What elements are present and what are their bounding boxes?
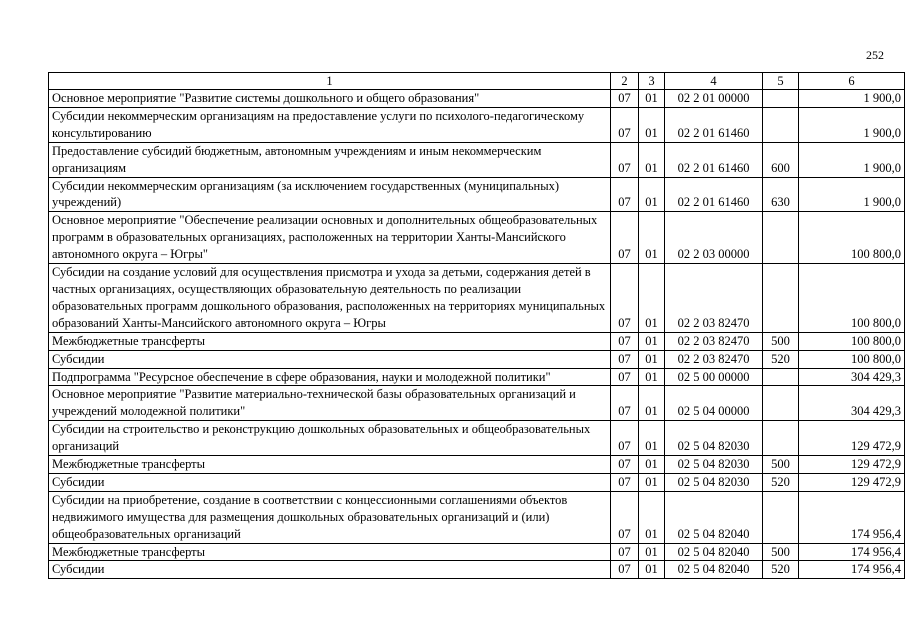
row-name: Межбюджетные трансферты [49,543,611,561]
row-subsection: 01 [639,473,665,491]
row-subsection: 01 [639,491,665,543]
row-name: Межбюджетные трансферты [49,456,611,474]
row-amount: 174 956,4 [799,561,905,579]
row-section: 07 [611,491,639,543]
row-expense-type: 500 [763,456,799,474]
row-subsection: 01 [639,332,665,350]
column-header-1: 1 [49,73,611,90]
row-target-code: 02 5 04 82030 [665,421,763,456]
row-name: Субсидии на приобретение, создание в соответствии с концессионными соглашениями объектов недвижимого имущества для размещения дошкольных образовательных организаций и (или) общеобразовательных организаций [49,491,611,543]
row-section: 07 [611,456,639,474]
row-expense-type: 500 [763,332,799,350]
column-header-6: 6 [799,73,905,90]
row-amount: 1 900,0 [799,107,905,142]
row-subsection: 01 [639,212,665,264]
row-amount: 100 800,0 [799,350,905,368]
row-name: Подпрограмма "Ресурсное обеспечение в сфере образования, науки и молодежной политики" [49,368,611,386]
row-name: Субсидии [49,561,611,579]
row-target-code: 02 2 03 82470 [665,350,763,368]
row-amount: 174 956,4 [799,543,905,561]
row-name: Предоставление субсидий бюджетным, автономным учреждениям и иным некоммерческим организациям [49,142,611,177]
row-expense-type [763,386,799,421]
row-section: 07 [611,543,639,561]
row-name: Субсидии на строительство и реконструкцию дошкольных образовательных и общеобразовательных организаций [49,421,611,456]
row-target-code: 02 5 04 82040 [665,561,763,579]
row-name: Основное мероприятие "Развитие материально-технической базы образовательных организаций и учреждений молодежной политики" [49,386,611,421]
row-subsection: 01 [639,543,665,561]
row-section: 07 [611,90,639,108]
row-section: 07 [611,264,639,333]
table-row [49,386,905,421]
row-name: Субсидии некоммерческим организациям (за исключением государственных (муниципальных) учреждений) [49,177,611,212]
row-amount: 1 900,0 [799,90,905,108]
row-target-code: 02 2 01 61460 [665,107,763,142]
row-expense-type [763,90,799,108]
row-amount: 100 800,0 [799,212,905,264]
row-expense-type: 600 [763,142,799,177]
table-row [49,421,905,456]
row-subsection: 01 [639,264,665,333]
row-amount: 129 472,9 [799,456,905,474]
row-name: Субсидии [49,473,611,491]
page-number: 252 [866,48,884,62]
row-section: 07 [611,386,639,421]
row-target-code: 02 2 03 82470 [665,264,763,333]
budget-table [48,72,905,579]
table-row [49,473,905,491]
column-header-3: 3 [639,73,665,90]
row-section: 07 [611,561,639,579]
row-target-code: 02 5 04 82040 [665,543,763,561]
table-row [49,332,905,350]
column-header-4: 4 [665,73,763,90]
table-row [49,212,905,264]
column-header-5: 5 [763,73,799,90]
row-section: 07 [611,177,639,212]
table-row [49,543,905,561]
row-name: Основное мероприятие "Развитие системы дошкольного и общего образования" [49,90,611,108]
row-amount: 129 472,9 [799,421,905,456]
row-subsection: 01 [639,90,665,108]
row-target-code: 02 5 04 00000 [665,386,763,421]
row-target-code: 02 2 01 61460 [665,142,763,177]
row-section: 07 [611,212,639,264]
table-row [49,264,905,333]
row-section: 07 [611,107,639,142]
row-target-code: 02 2 03 00000 [665,212,763,264]
row-name: Межбюджетные трансферты [49,332,611,350]
row-name: Субсидии на создание условий для осуществления присмотра и ухода за детьми, содержания детей в частных организациях, осуществляющих образовательную деятельность по реализации образовательных программ дошкольного образования, расположенных на территориях муниципальных образований Ханты-Мансийского автономного округа – Югры [49,264,611,333]
row-expense-type: 500 [763,543,799,561]
row-section: 07 [611,350,639,368]
row-expense-type [763,491,799,543]
row-name: Основное мероприятие "Обеспечение реализации основных и дополнительных общеобразовательных программ в образовательных организациях, расположенных на территории Ханты-Мансийского автономного округа – Югры" [49,212,611,264]
row-expense-type [763,264,799,333]
table-row [49,561,905,579]
column-header-2: 2 [611,73,639,90]
row-section: 07 [611,332,639,350]
row-amount: 100 800,0 [799,264,905,333]
row-target-code: 02 5 04 82030 [665,456,763,474]
row-expense-type: 520 [763,473,799,491]
row-subsection: 01 [639,368,665,386]
row-amount: 100 800,0 [799,332,905,350]
row-amount: 304 429,3 [799,368,905,386]
row-subsection: 01 [639,142,665,177]
row-expense-type [763,107,799,142]
table-body [49,73,905,579]
row-amount: 1 900,0 [799,142,905,177]
row-subsection: 01 [639,107,665,142]
table-row [49,90,905,108]
table-row [49,491,905,543]
row-target-code: 02 5 00 00000 [665,368,763,386]
row-target-code: 02 2 01 00000 [665,90,763,108]
table-row [49,177,905,212]
row-amount: 304 429,3 [799,386,905,421]
table-row [49,368,905,386]
row-amount: 129 472,9 [799,473,905,491]
row-target-code: 02 2 03 82470 [665,332,763,350]
row-amount: 174 956,4 [799,491,905,543]
row-subsection: 01 [639,350,665,368]
row-expense-type [763,421,799,456]
row-amount: 1 900,0 [799,177,905,212]
row-expense-type [763,368,799,386]
table-row [49,350,905,368]
table-row [49,456,905,474]
row-subsection: 01 [639,177,665,212]
row-subsection: 01 [639,421,665,456]
row-subsection: 01 [639,456,665,474]
row-section: 07 [611,473,639,491]
row-name: Субсидии [49,350,611,368]
row-expense-type: 520 [763,350,799,368]
row-subsection: 01 [639,386,665,421]
row-target-code: 02 5 04 82040 [665,491,763,543]
row-expense-type [763,212,799,264]
table-header-row [49,73,905,90]
row-target-code: 02 5 04 82030 [665,473,763,491]
row-section: 07 [611,368,639,386]
row-target-code: 02 2 01 61460 [665,177,763,212]
table-row [49,107,905,142]
row-section: 07 [611,142,639,177]
row-expense-type: 520 [763,561,799,579]
table-row [49,142,905,177]
row-subsection: 01 [639,561,665,579]
row-section: 07 [611,421,639,456]
row-name: Субсидии некоммерческим организациям на предоставление услуги по психолого-педагогическому консультированию [49,107,611,142]
row-expense-type: 630 [763,177,799,212]
